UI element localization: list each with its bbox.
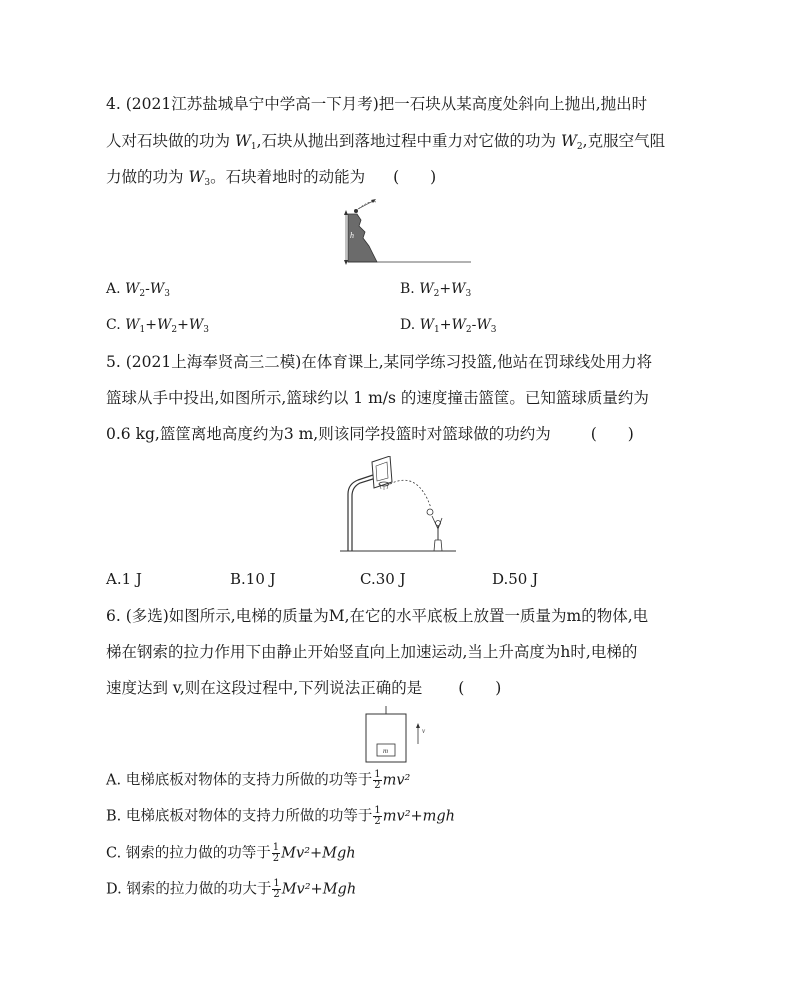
- option-text: C. 钢索的拉力做的功等于: [106, 845, 271, 862]
- option-label: C.: [106, 317, 126, 333]
- q5-option-d[interactable]: [492, 570, 538, 588]
- q4-line-1: 4. (2021江苏盐城阜宁中学高一下月考)把一石块从某高度处斜向上抛出,抛出时: [106, 95, 648, 113]
- option-text: D. 钢索的拉力做的功大于: [106, 881, 272, 898]
- option-expr: Mv²+Mgh: [281, 845, 356, 862]
- q5-option-c[interactable]: [360, 570, 406, 588]
- option-label: A.: [106, 570, 122, 588]
- answer-paren: ( ): [458, 679, 502, 697]
- q5-line-1: 5. (2021上海奉贤高三二模)在体育课上,某同学练习投篮,他站在罚球线处用力将: [106, 353, 653, 371]
- option-expr: W: [125, 317, 140, 333]
- q5-text: 0.6 kg,篮筐离地高度约为3 m,则该同学投篮时对篮球做的功约为: [106, 425, 551, 443]
- q4-text: 人对石块做的功为: [106, 132, 235, 150]
- option-expr: W: [125, 281, 140, 297]
- q4-sub: 3: [204, 178, 211, 188]
- q4-text: 。石块着地时的动能为: [210, 168, 366, 186]
- q4-cliff-figure: [343, 196, 473, 266]
- q6-label-v: v: [422, 727, 426, 735]
- q5-option-a[interactable]: [106, 570, 142, 588]
- q6-option-b[interactable]: [106, 806, 455, 827]
- q4-label-h: h: [350, 231, 354, 240]
- fraction-half: $\frac{1}{2}$: [273, 878, 280, 900]
- q4-text: ,克服空气阻: [582, 132, 666, 150]
- q4-option-c[interactable]: C. $W_1+W_2+W_3$: [106, 317, 209, 335]
- q6-option-c[interactable]: [106, 843, 356, 864]
- option-label: B.: [400, 281, 420, 297]
- option-label: C.: [360, 570, 376, 588]
- q5-basketball-figure: [338, 456, 458, 554]
- option-expr: Mv²+Mgh: [281, 881, 357, 898]
- option-expr: W: [419, 281, 434, 297]
- option-expr: W: [419, 317, 435, 333]
- q6-elevator-figure: [362, 706, 432, 764]
- option-text: A. 电梯底板对物体的支持力所做的功等于: [106, 772, 373, 789]
- q5-line-3: [106, 424, 634, 444]
- option-value: 1 J: [121, 570, 142, 588]
- option-expr: mv²: [382, 772, 411, 789]
- option-label: B.: [230, 570, 246, 588]
- fraction-half: $\frac{1}{2}$: [374, 805, 381, 827]
- q4-line-2: [106, 131, 665, 157]
- option-label: D.: [400, 317, 420, 333]
- option-value: 10 J: [245, 570, 276, 588]
- q6-label-m: m: [383, 747, 389, 755]
- answer-paren: ( ): [590, 425, 634, 443]
- fraction-half: $\frac{1}{2}$: [272, 842, 280, 864]
- q4-line-3: [106, 167, 436, 193]
- q5-option-b[interactable]: [230, 570, 276, 588]
- q4-sub: 1: [250, 142, 257, 152]
- q4-sub: 2: [576, 142, 583, 152]
- q6-option-a[interactable]: [106, 770, 410, 791]
- q4-option-d[interactable]: D. $W_1+W_2-W_3$: [400, 317, 497, 335]
- q5-line-2: 篮球从手中投出,如图所示,篮球约以 1 m/s 的速度撞击篮筐。已知篮球质量约为: [106, 389, 649, 407]
- q6-line-3: [106, 678, 501, 698]
- q4-option-a[interactable]: A. $W_2-W_3$: [106, 281, 170, 299]
- q4-text: 力做的功为: [106, 168, 189, 186]
- q4-option-b[interactable]: B. $W_2+W_3$: [400, 281, 472, 299]
- q4-var-w: W: [188, 168, 205, 186]
- q4-text: ,石块从抛出到落地过程中重力对它做的功为: [256, 132, 561, 150]
- fraction-half: $\frac{1}{2}$: [374, 769, 381, 791]
- q6-line-2: 梯在钢索的拉力作用下由静止开始竖直向上加速运动,当上升高度为h时,电梯的: [106, 643, 638, 661]
- q4-var-w: W: [560, 132, 577, 150]
- option-expr: mv²+mgh: [382, 808, 456, 825]
- q6-line-1: 6. (多选)如图所示,电梯的质量为M,在它的水平底板上放置一质量为m的物体,电: [106, 607, 649, 625]
- q4-var-w: W: [234, 132, 251, 150]
- option-label: D.: [492, 570, 509, 588]
- option-text: B. 电梯底板对物体的支持力所做的功等于: [106, 808, 373, 825]
- option-value: 50 J: [508, 570, 539, 588]
- q6-option-d[interactable]: [106, 879, 356, 900]
- q6-text: 速度达到 v,则在这段过程中,下列说法正确的是: [106, 679, 423, 697]
- option-label: A.: [106, 281, 126, 297]
- answer-paren: ( ): [393, 168, 437, 186]
- option-value: 30 J: [375, 570, 406, 588]
